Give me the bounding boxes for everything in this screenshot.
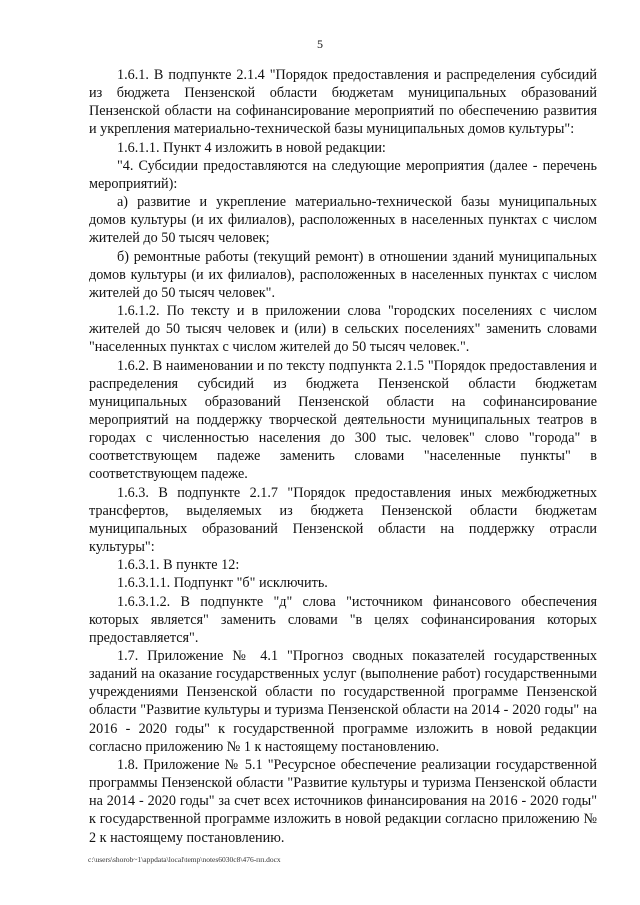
paragraph-item-b: б) ремонтные работы (текущий ремонт) в отношении зданий муниципальных домов культуры (и их филиалов), расположенных в населенных пунктах с числом жителей до 50 тысяч человек".: [89, 248, 597, 301]
paragraph-1-6-3-1-2: 1.6.3.1.2. В подпункте "д" слова "источником финансового обеспечения которых является" заменить словами "в целях софинансирования которых предоставляется".: [89, 593, 597, 646]
paragraph-1-7: 1.7. Приложение № 4.1 "Прогноз сводных показателей государственных заданий на оказание государственных услуг (выполнение работ) государственными учреждениями Пензенской области по государственной программе Пензенской области "Развитие культуры и туризма Пензенской области на 2014 - 2020 годы" на 2016 - 2020 годы" к государственной программе изложить в новой редакции согласно приложению № 1 к настоящему постановлению.: [89, 648, 597, 755]
paragraph-1-6-1-2: 1.6.1.2. По тексту и в приложении слова "городских поселениях с числом жителей до 50 тысяч человек и (или) в сельских поселениях" заменить словами "населенных пунктах с числом жителей до 50 тысяч человек.".: [89, 303, 597, 356]
paragraph-1-6-3: 1.6.3. В подпункте 2.1.7 "Порядок предоставления иных межбюджетных трансфертов, выделяемых из бюджета Пензенской области бюджетам муниципальных образований Пензенской области на поддержку отрасли культуры":: [89, 484, 597, 556]
paragraph-1-8: 1.8. Приложение № 5.1 "Ресурсное обеспечение реализации государственной программы Пензенской области "Развитие культуры и туризма Пензенской области на 2014 - 2020 годы" за счет всех источников финансирования на 2016 - 2020 годы" к государственной программе изложить в новой редакции согласно приложению № 2 к настоящему постановлению.: [89, 756, 597, 846]
paragraph-item-a: а) развитие и укрепление материально-технической базы муниципальных домов культуры (и их филиалов), расположенных в населенных пунктах с числом жителей до 50 тысяч человек;: [89, 194, 597, 247]
paragraph-1-6-2: 1.6.2. В наименовании и по тексту подпункта 2.1.5 "Порядок предоставления и распределения субсидий из бюджета Пензенской области бюджетам муниципальных образований Пензенской области на софинансирование мероприятий на поддержку творческой деятельности муниципальных театров в городах с численностью населения до 300 тыс. человек" слово "города" в соответствующем падеже заменить словами "населенные пункты" в соответствующем падеже.: [89, 357, 597, 483]
footer-file-path: c:\users\shorob~1\appdata\local\temp\notes6030c8\476-пп.docx: [88, 855, 281, 864]
paragraph-1-6-1: 1.6.1. В подпункте 2.1.4 "Порядок предоставления и распределения субсидий из бюджета Пензенской области бюджетам муниципальных образований Пензенской области на софинансирование мероприятий по обеспечению развития и укрепления материально-технической базы муниципальных домов культуры":: [89, 67, 597, 138]
paragraph-1-6-3-1: 1.6.3.1. В пункте 12:: [117, 557, 240, 574]
paragraph-1-6-3-1-1: 1.6.3.1.1. Подпункт "б" исключить.: [117, 575, 328, 592]
document-body: [89, 66, 597, 847]
page-number: 5: [317, 37, 323, 51]
paragraph-item-4: "4. Субсидии предоставляются на следующие мероприятия (далее - перечень мероприятий):: [89, 157, 597, 192]
paragraph-1-6-1-1: 1.6.1.1. Пункт 4 изложить в новой редакции:: [117, 139, 386, 156]
